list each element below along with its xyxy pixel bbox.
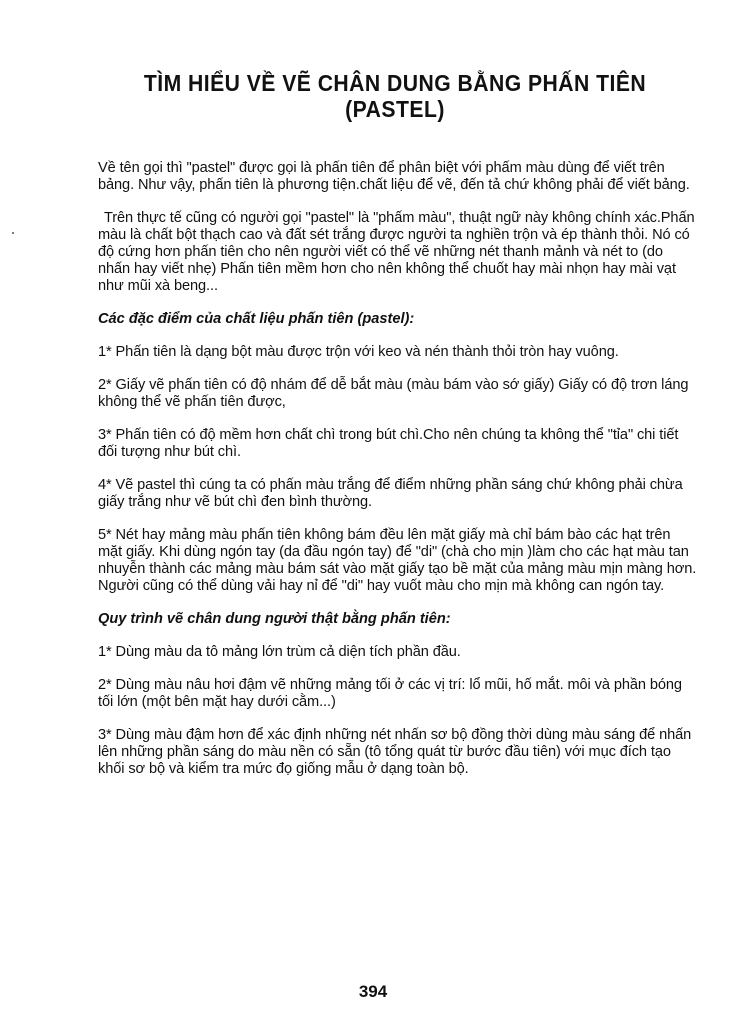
page-title-line-2: (PASTEL) xyxy=(345,96,445,122)
process-step-3: 3* Dùng màu đậm hơn để xác định những nét nhấn sơ bộ đồng thời dùng màu sáng để nhấn lên những phần sáng do màu nền có sẵn (tô tổng quát từ bước đầu tiên) với mục đích tạo khối sơ bộ và kiểm tra mức đọ giống mẫu ở dạng toàn bộ. xyxy=(98,727,692,777)
intro-paragraph-2: Trên thực tế cũng có người gọi "pastel" là "phấm màu", thuật ngữ này không chính xác.Phấn màu là chất bột thạch cao và đất sét trắng được người ta nghiền trộn và ép thành thỏi. Nó có độ cứng hơn phấn tiên cho nên người viết có thể vẽ những nét thanh mảnh và nét to (do nhấn hay viết nhẹ) Phấn tiên mềm hơn cho nên không thể chuốt hay mài nhọn hay mài vạt như mũi xà beng... xyxy=(98,210,695,294)
process-step-1: 1* Dùng màu da tô mảng lớn trùm cả diện tích phần đầu. xyxy=(98,644,461,660)
intro-paragraph-1: Về tên gọi thì "pastel" được gọi là phấn tiên để phân biệt với phấm màu dùng để viết trên bảng. Như vậy, phấn tiên là phương tiện.chất liệu để vẽ, đến tả chứ không phải để viết bảng. xyxy=(98,160,690,193)
characteristic-item-2: 2* Giấy vẽ phấn tiên có độ nhám để dễ bắt màu (màu bám vào sớ giấy) Giấy có độ trơn láng không thể vẽ phấn tiên được, xyxy=(98,377,689,410)
characteristic-item-3: 3* Phấn tiên có độ mềm hơn chất chì trong bút chì.Cho nên chúng ta không thể "tỉa" chi tiết đối tượng như bút chì. xyxy=(98,427,679,460)
main-content xyxy=(98,160,698,794)
page-number: 394 xyxy=(358,982,388,1001)
scan-speck xyxy=(12,232,14,234)
characteristic-item-1: 1* Phấn tiên là dạng bột màu được trộn với keo và nén thành thỏi tròn hay vuông. xyxy=(98,344,619,360)
page-title-line-1: TÌM HIỂU VỀ VẼ CHÂN DUNG BẰNG PHẤN TIÊN xyxy=(143,70,647,96)
section-heading-process: Quy trình vẽ chân dung người thật bằng phấn tiên: xyxy=(98,611,451,627)
process-step-2: 2* Dùng màu nâu hơi đậm vẽ những mảng tối ở các vị trí: lổ mũi, hố mắt. môi và phần bóng tối lớn (một bên mặt hay dưới cằm...) xyxy=(98,677,682,710)
section-heading-characteristics: Các đặc điểm của chất liệu phấn tiên (pastel): xyxy=(98,311,415,327)
characteristic-item-5: 5* Nét hay mảng màu phấn tiên không bám đều lên mặt giấy mà chỉ bám bào các hạt trên mặt giấy. Khi dùng ngón tay (da đầu ngón tay) để "di" (chà cho mịn )làm cho các hạt màu tan nhuyễn thành các mảng màu bám sát vào mặt giấy tạo bề mặt của mảng màu mịn màng hơn. Người cũng có thể dùng vải hay nỉ để "di" hay vuốt màu cho mịn mà không can ngón tay. xyxy=(98,527,697,594)
characteristic-item-4: 4* Vẽ pastel thì cúng ta có phấn màu trắng để điểm những phần sáng chứ không phải chừa giấy trắng như vẽ bút chì đen bình thường. xyxy=(98,477,683,510)
